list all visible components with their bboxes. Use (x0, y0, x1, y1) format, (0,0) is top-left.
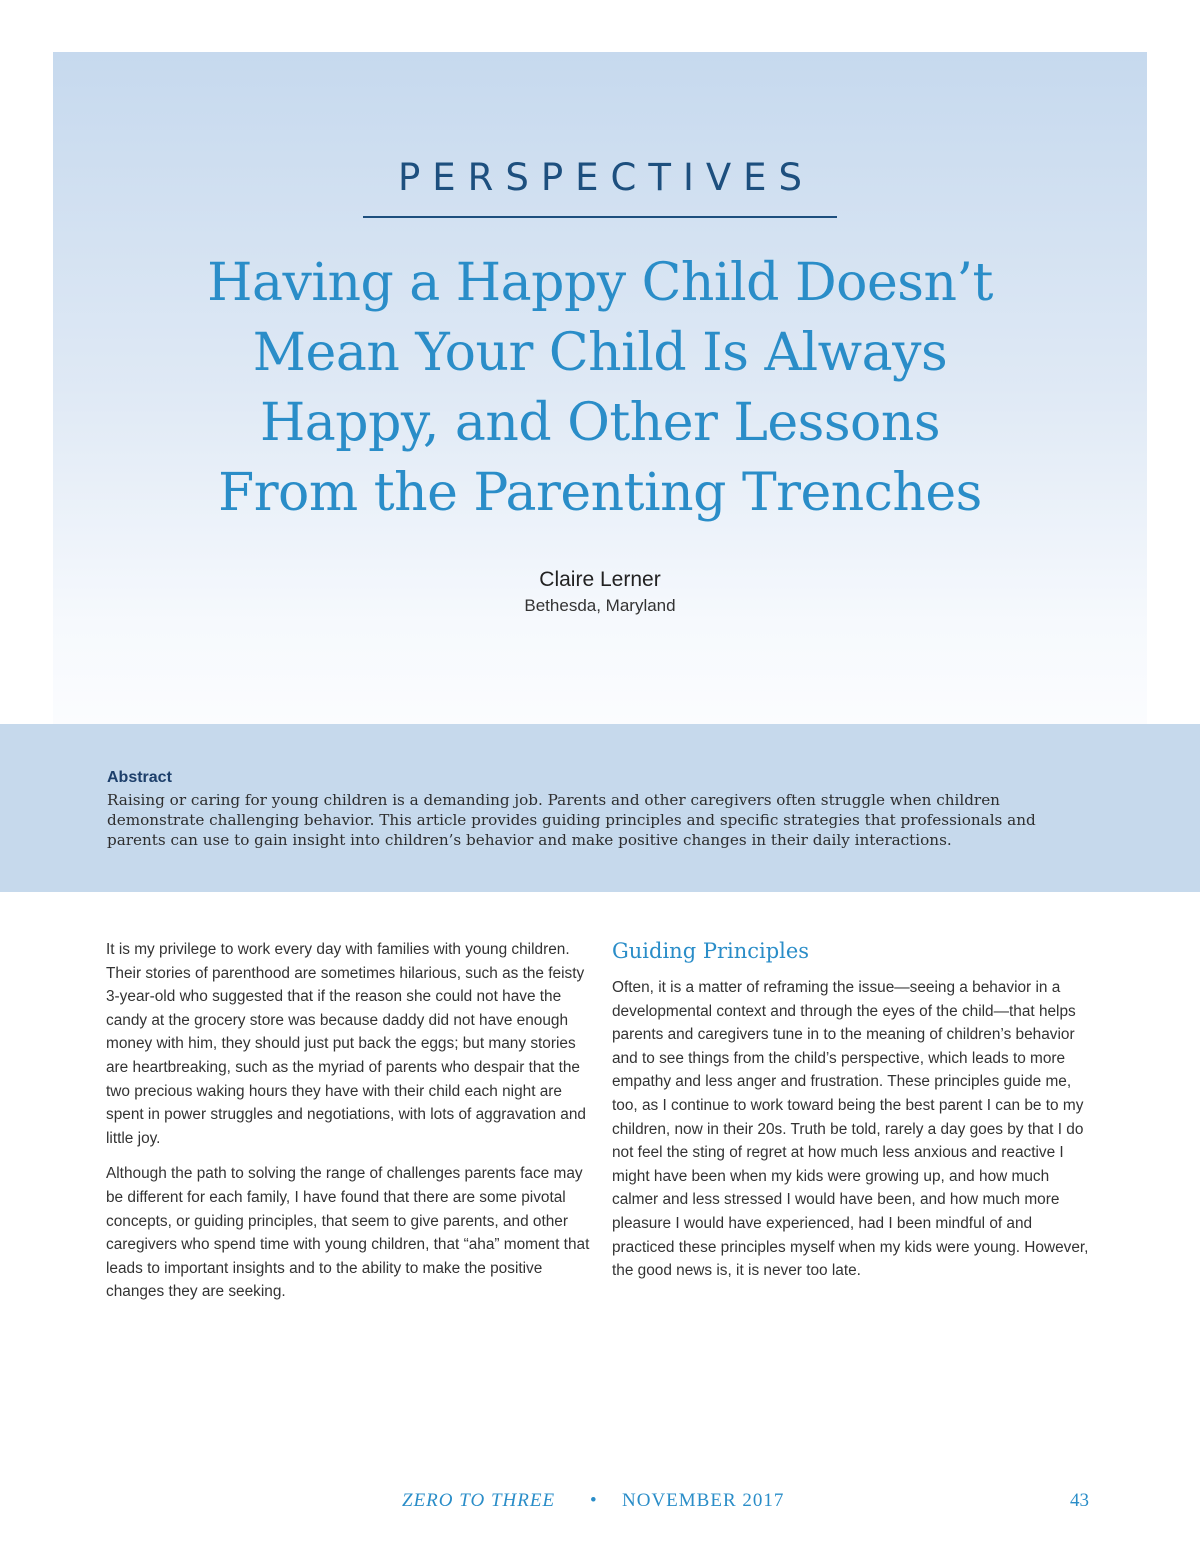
author-affiliation: Bethesda, Maryland (524, 596, 676, 615)
body-paragraph: Although the path to solving the range of challenges parents face may be different for each family, I have found that there are some pivotal concepts, or guiding principles, that seem to give parents, and other caregivers who spend time with young children, that “aha” moment that leads to important insights and to the ability to make the positive changes they are seeking. (106, 1165, 590, 1301)
author-name: Claire Lerner (539, 568, 661, 591)
section-label-rule (363, 216, 837, 218)
section-label: PERSPECTIVES (397, 156, 815, 199)
body-column-left (106, 938, 592, 1316)
abstract-text: Raising or caring for young children is a demanding job. Parents and other caregivers often struggle when children demonstrate challenging behavior. This article provides guiding principles and specific strategies that professionals and parents can use to gain insight into children’s behavior and make positive changes in their daily interactions. (107, 791, 1036, 849)
footer-issue-date: NOVEMBER 2017 (622, 1490, 785, 1511)
footer-separator: • (590, 1490, 597, 1511)
title-line: Having a Happy Child Doesn’t (207, 253, 993, 313)
body-paragraph: It is my privilege to work every day with families with young children. Their stories of parenthood are sometimes hilarious, such as the feisty 3-year-old who suggested that if the reason she could not have the candy at the grocery store was because daddy did not have enough money with him, they should just put back the eggs; but many stories are heartbreaking, such as the myriad of parents who despair that the two precious waking hours they have with their child each night are spent in power struggles and negotiations, with lots of aggravation and little joy. (106, 941, 586, 1147)
body-column-right (612, 938, 1090, 1295)
section-heading-guiding-principles: Guiding Principles (612, 939, 810, 963)
title-line: Mean Your Child Is Always (252, 323, 948, 383)
header-banner (53, 52, 1147, 724)
abstract-section (0, 724, 1200, 892)
page-footer (0, 1490, 1200, 1514)
title-line: Happy, and Other Lessons (259, 393, 941, 453)
footer-journal-name: ZERO TO THREE (402, 1490, 556, 1511)
article-title (53, 248, 1147, 528)
abstract-heading: Abstract (107, 769, 172, 786)
body-paragraph: Often, it is a matter of reframing the issue—seeing a behavior in a developmental context and through the eyes of the child—that helps parents and caregivers tune in to the meaning of children’s behavior and to see things from the child’s perspective, which leads to more empathy and less anger and frustration. These principles guide me, too, as I continue to work toward being the best parent I can be to my children, now in their 20s. Truth be told, rarely a day goes by that I do not feel the sting of regret at how much less anxious and reactive I might have been when my kids were growing up, and how much calmer and less stressed I would have been, and how much more pleasure I would have experienced, had I been mindful of and practiced these principles myself when my kids were young. However, the good news is, it is never too late. (612, 979, 1089, 1280)
title-line: From the Parenting Trenches (218, 463, 982, 523)
page-number: 43 (1070, 1490, 1089, 1511)
